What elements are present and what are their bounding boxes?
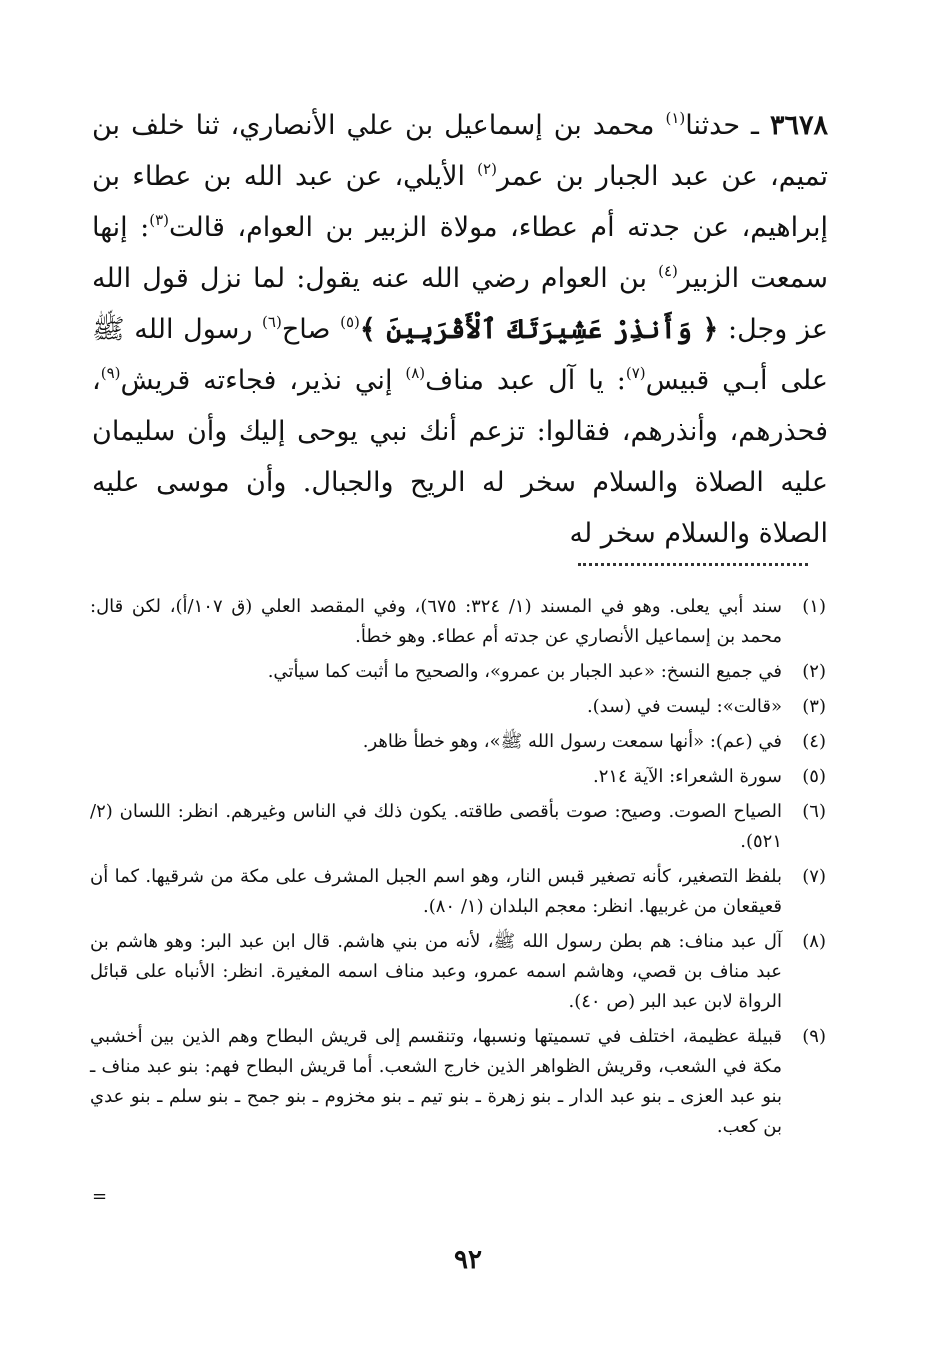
- footnote-item: [90, 592, 826, 652]
- footnote-ref-4: (٤): [658, 262, 678, 280]
- footnote-ref-5: (٥): [340, 313, 360, 331]
- footnote-item: [90, 1022, 826, 1142]
- footnote-ref-6: (٦): [262, 313, 282, 331]
- footnote-text: سورة الشعراء: الآية ٢١٤.: [592, 766, 782, 787]
- footnote-number: (٣): [802, 696, 826, 717]
- footnote-number: (٥): [802, 766, 826, 787]
- footnote-number: (٤): [802, 731, 826, 752]
- footnote-number: (١): [802, 596, 826, 617]
- footnotes: [90, 592, 826, 1147]
- text-segment: محمد بن إسماعيل بن علي الأنصاري، ثنا خلف بن تميم، عن عبد الجبار بن عمر: [92, 110, 828, 192]
- footnote-item: [90, 927, 826, 1017]
- footnote-separator: [578, 563, 808, 566]
- text-segment: رسول الله ﷺ على أبـي قبيس: [92, 314, 828, 396]
- footnote-ref-3: (٣): [149, 211, 170, 229]
- footnote-text: سند أبي يعلى. وهو في المسند (١/ ٣٢٤: ٦٧٥)، وفي المقصد العلي (ق ١٠٧/أ)، لكن قال: محمد بن إسماعيل الأنصاري عن جدته أم عطاء. وهو خطأ.: [90, 596, 782, 647]
- footnote-number: (٦): [802, 801, 826, 822]
- text-segment: ، فحذرهم، وأنذرهم، فقالوا: تزعم أنك نبي يوحى إليك وأن سليمان عليه الصلاة والسلام سخر له الريح والجبال. وأن موسى عليه الصلاة والسلام سخر له: [92, 365, 828, 549]
- footnote-text: في (عم): «أنها سمعت رسول الله ﷺ»، وهو خطأ ظاهر.: [362, 731, 782, 752]
- hadith-text: [92, 100, 828, 559]
- continuation-mark: =: [92, 1186, 108, 1207]
- footnote-text: آل عبد مناف: هم بطن رسول الله ﷺ، لأنه من بني هاشم. قال ابن عبد البر: وهو هاشم بن عبد مناف بن قصي، وهاشم اسمه عمرو، وعبد مناف اسمه المغيرة. انظر: الأنباه على قبائل الرواة لابن عبد البر (ص ٤٠).: [90, 931, 782, 1012]
- footnote-item: [90, 797, 826, 857]
- quran-verse: ﴿ وَأَنذِرْ عَشِيرَتَكَ ٱلْأَقْرَبِينَ ﴾: [359, 314, 719, 345]
- hadith-number: ٣٦٧٨: [769, 110, 828, 141]
- footnote-item: [90, 657, 826, 687]
- hadith-paragraph: [92, 100, 828, 559]
- footnote-ref-8: (٨): [405, 364, 426, 382]
- footnote-ref-2: (٢): [477, 160, 497, 178]
- footnote-text: في جميع النسخ: «عبد الجبار بن عمرو»، والصحيح ما أثبت كما سيأتي.: [267, 661, 782, 682]
- footnote-text: الصياح الصوت. وصيح: صوت بأقصى طاقته. يكون ذلك في الناس وغيرهم. انظر: اللسان (٢/ ٥٢١).: [90, 801, 782, 852]
- text-segment: الأيلي، عن عبد الله بن عطاء بن إبراهيم، عن جدته أم عطاء، مولاة الزبير بن العوام، قالت: [92, 161, 828, 243]
- footnote-item: [90, 692, 826, 722]
- footnote-item: [90, 862, 826, 922]
- footnote-number: (٩): [802, 1026, 826, 1047]
- footnote-text: «قالت»: ليست في (سد).: [586, 696, 782, 717]
- footnote-ref-1: (١): [665, 109, 686, 127]
- footnote-number: (٢): [802, 661, 826, 682]
- text-segment: إني نذير، فجاءته قريش: [120, 365, 393, 396]
- text-segment: حدثنا: [685, 110, 741, 141]
- text-segment: صاح: [281, 314, 331, 345]
- footnote-ref-7: (٧): [625, 364, 646, 382]
- text-segment: : إنها سمعت الزبير: [92, 212, 828, 294]
- dash: ـ: [751, 110, 759, 141]
- footnote-item: [90, 727, 826, 757]
- footnote-number: (٧): [802, 866, 826, 887]
- text-segment: بن العوام رضي الله عنه يقول: لما نزل قول الله عز وجل:: [92, 263, 828, 345]
- footnote-item: [90, 762, 826, 792]
- footnote-ref-9: (٩): [100, 364, 121, 382]
- text-segment: : يا آل عبد مناف: [425, 365, 626, 396]
- footnote-number: (٨): [802, 931, 826, 952]
- footnote-text: بلفظ التصغير، كأنه تصغير قبس النار، وهو اسم الجبل المشرف على مكة من شرقيها. كما أن قعيقعان من غربيها. انظر: معجم البلدان (١/ ٨٠).: [90, 866, 782, 917]
- page-number: ٩٢: [454, 1245, 482, 1275]
- footnote-text: قبيلة عظيمة، اختلف في تسميتها ونسبها، وتنقسم إلى قريش البطاح وهم الذين بين أخشبي مكة في الشعب، وقريش الظواهر الذين خارج الشعب. أما قريش البطاح فهم: بنو عبد مناف ـ بنو عبد العزى ـ بنو عبد الدار ـ بنو زهرة ـ بنو تيم ـ بنو مخزوم ـ بنو جمح ـ بنو سلم ـ بنو عدي بن كعب.: [90, 1026, 782, 1137]
